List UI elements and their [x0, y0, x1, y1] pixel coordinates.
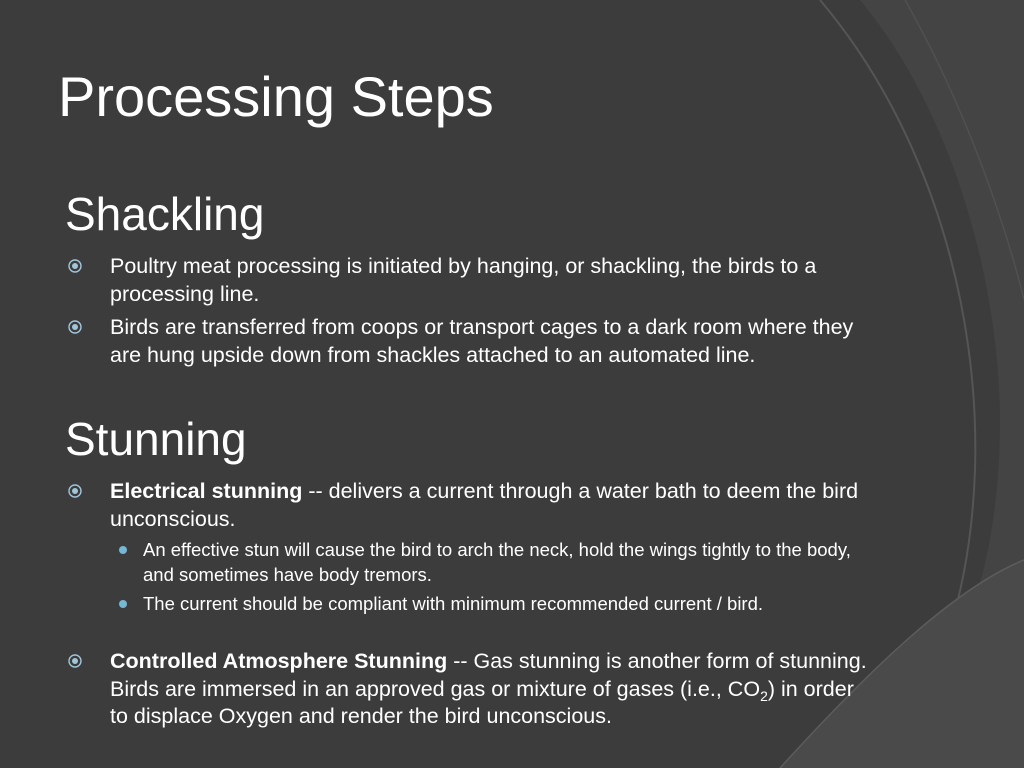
bullet-text: Poultry meat processing is initiated by hanging, or shackling, the birds to a processing line. [110, 254, 817, 306]
bullet-text-continued: ) in order to displace Oxygen and render the bird unconscious. [110, 676, 854, 728]
bullet-text: -- Gas stunning is another form of stunning. Birds are immersed in an approved gas or mixture of gases (i.e., CO [110, 649, 867, 701]
target-circle-icon [68, 484, 82, 498]
bullet-text: -- delivers a current through a water bath to deem the bird unconscious. [110, 479, 859, 531]
subbullet-current-compliance [143, 592, 853, 617]
dot-icon [119, 600, 127, 608]
section-heading-shackling: Shackling [65, 188, 265, 240]
target-circle-icon [68, 320, 82, 334]
bullet-shackling-2 [110, 314, 870, 369]
bullet-bold-term: Controlled Atmosphere Stunning [110, 649, 448, 673]
subbullet-stun-signs [143, 538, 853, 587]
slide-title: Processing Steps [58, 65, 494, 128]
bullet-text: Birds are transferred from coops or transport cages to a dark room where they are hung upside down from shackles attached to an automated line. [110, 315, 854, 367]
subbullet-text: An effective stun will cause the bird to arch the neck, hold the wings tightly to the body, and sometimes have body tremors. [143, 539, 851, 585]
bullet-shackling-1 [110, 253, 870, 308]
subbullet-text: The current should be compliant with minimum recommended current / bird. [143, 593, 764, 614]
target-circle-icon [68, 259, 82, 273]
target-circle-icon [68, 654, 82, 668]
bullet-controlled-atmosphere-stunning [110, 648, 870, 731]
bullet-electrical-stunning [110, 478, 870, 533]
co2-subscript: 2 [760, 687, 768, 704]
bullet-bold-term: Electrical stunning [110, 479, 303, 503]
section-heading-stunning: Stunning [65, 413, 247, 465]
dot-icon [119, 546, 127, 554]
